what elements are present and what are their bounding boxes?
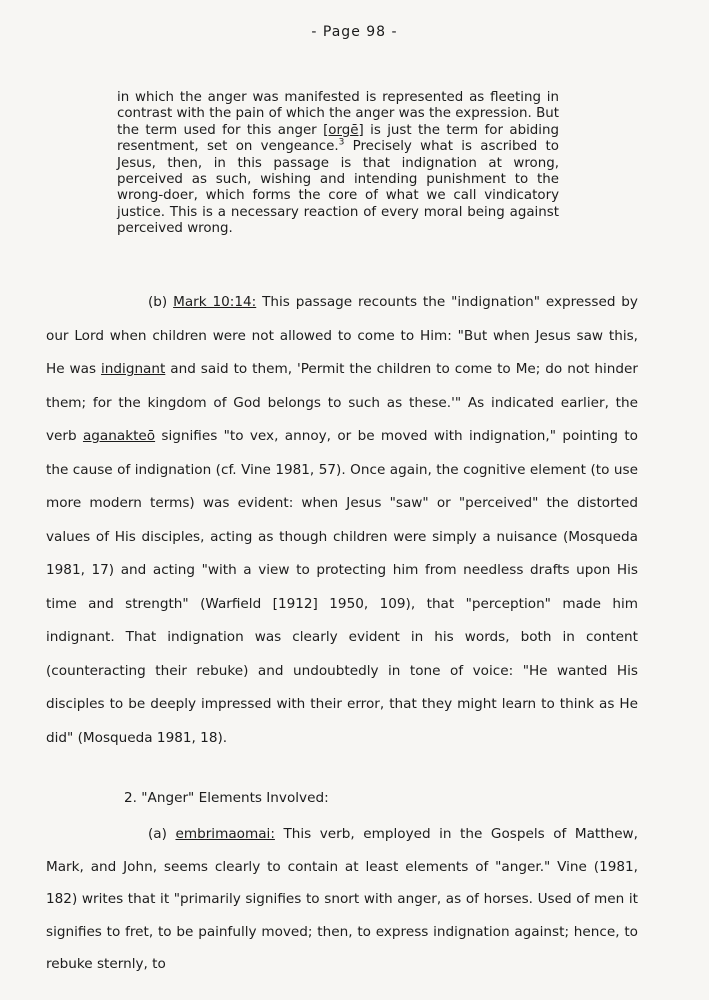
block-quote (117, 90, 559, 238)
section-b-paragraph (46, 286, 638, 755)
quote-text-3: Precisely what is ascribed to Jesus, then, in this passage is that indignation at wrong, perceived as such, wishing and intending punishment to the wrong-doer, which forms the core of what we call vindicatory justice. This is a necessary reaction of every moral being against perceived wrong. (117, 139, 559, 237)
section-a-label: (a) (148, 826, 176, 842)
section-b-text-2: and said to them, 'Permit the children to come to Me; do not hinder them; for the kingdom of God belongs to such as these.'" As indicated earlier, the verb (46, 361, 638, 444)
section-b-label: (b) (148, 294, 174, 310)
word-indignant: indignant (101, 361, 166, 377)
term-embrimaomai: embrimaomai: (175, 826, 275, 842)
word-aganakteo: aganakteō (82, 428, 156, 444)
quote-text-2: is just the term for abiding resentment, set on vengeance. (117, 122, 559, 155)
section-b-reference: Mark 10:14: (173, 294, 257, 310)
footnote-marker: 3 (338, 137, 345, 148)
section-b-text-3: signifies "to vex, annoy, or be moved with indignation," pointing to the cause of indignation (cf. Vine 1981, 57). Once again, the cognitive element (to use more modern terms) was evident: when Jesus "saw" or "perceived" the distorted values of His disciples, acting as though children were simply a nuisance (Mosqueda 1981, 17) and acting "with a view to protecting him from needless drafts upon His time and strength" (Warfield [1912] 1950, 109), that "perception" made him indignant. That indignation was clearly evident in his words, both in content (counteracting their rebuke) and undoubtedly in tone of voice: "He wanted His disciples to be deeply impressed with their error, that they might learn to think as He did" (Mosqueda 1981, 18). (46, 428, 638, 746)
quote-term-orge: [orgē] (323, 122, 364, 138)
quote-text-1: in which the anger was manifested is represented as fleeting in contrast with the pain of which the anger was the expression. But the term used for this anger (117, 90, 559, 138)
section-heading: 2. "Anger" Elements Involved: (124, 790, 329, 806)
section-a-text: This verb, employed in the Gospels of Matthew, Mark, and John, seems clearly to contain at least elements of "anger." Vine (1981, 182) writes that it "primarily signifies to snort with anger, as of horses. Used of men it signifies to fret, to be painfully moved; then, to express indignation against; hence, to rebuke sternly, to (46, 826, 638, 972)
page-number: - Page 98 - (311, 24, 398, 40)
section-a-paragraph (46, 818, 638, 981)
section-b-text-1: This passage recounts the "indignation" expressed by our Lord when children were not allowed to come to Him: "But when Jesus saw this, He was (46, 294, 638, 377)
